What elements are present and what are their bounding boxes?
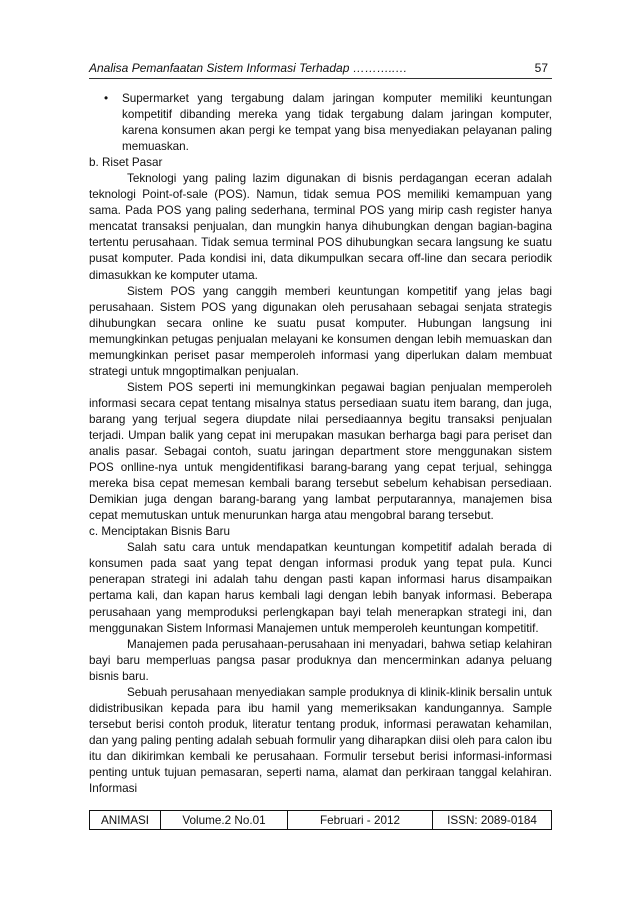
bullet-text: Supermarket yang tergabung dalam jaringan komputer memiliki keuntungan kompetitif dibanding mereka yang tidak tergabung dalam jaringan komputer, karena konsumen akan pergi ke tempat yang bisa menyediakan pelayanan paling memuaskan.: [122, 92, 552, 154]
paragraph: Sebuah perusahaan menyediakan sample produknya di klinik-klinik bersalin untuk didistribusikan kepada para ibu hamil yang memeriksakan kandungannya. Sample tersebut berisi contoh produk, literatur tentang produk, informasi perawatan kehamilan, dan yang paling penting adalah sebuah formulir yang diharapkan diisi oleh para calon ibu itu dan dikirimkan kembali ke perusahaan. Formulir tersebut berisi informasi-informasi penting untuk tujuan pemasaran, seperti nama, alamat dan perkiraan tanggal kelahiran. Informasi: [89, 685, 552, 796]
journal-footer: [89, 810, 552, 830]
article-body: [89, 91, 552, 797]
paragraph: Sistem POS seperti ini memungkinkan pegawai bagian penjualan memperoleh informasi secara cepat tentang misalnya status persediaan suatu item barang, dan juga, barang yang terjual segera diupdate nilai persediaannya begitu transaksi penjualan terjadi. Umpan balik yang cepat ini merupakan masukan berharga bagi para periset dan analis pasar. Sebagai contoh, suatu jaringan department store menggunakan sistem POS onlline-nya untuk mengidentifikasi barang-barang yang cepat terjual, sehingga mereka bisa cepat memesan kembali barang tersebut sebelum kehabisan persediaan. Demikian juga dengan barang-barang yang lambat perputarannya, manajemen bisa cepat memutuskan untuk menurunkan harga atau mengobral barang tersebut.: [89, 380, 552, 523]
bullet-item: [104, 91, 552, 155]
paragraph: Salah satu cara untuk mendapatkan keuntungan kompetitif adalah berada di konsumen pada saat yang tepat dengan informasi produk yang tepat pula. Kunci penerapan strategi ini adalah tahu dengan pasti kapan informasi harus disampaikan pertama kali, dan kapan harus kembali lagi dengan lebih banyak informasi. Beberapa perusahaan yang memproduksi perlengkapan bayi telah menerapkan strategi ini, dan menggunakan Sistem Informasi Manajemen untuk memperoleh keuntungan kompetitif.: [89, 541, 552, 635]
bullet-marker: •: [104, 92, 109, 105]
footer-issn: ISSN: 2089-0184: [447, 813, 537, 827]
footer-volume: Volume.2 No.01: [161, 811, 288, 829]
section-heading-bisnis-baru: c. Menciptakan Bisnis Baru: [89, 525, 230, 539]
paragraph: Manajemen pada perusahaan-perusahaan ini menyadari, bahwa setiap kelahiran bayi baru memperluas pangsa pasar produknya dan mencerminkan adanya peluang bisnis baru.: [89, 637, 552, 683]
paragraph: Sistem POS yang canggih memberi keuntungan kompetitif yang jelas bagi perusahaan. Sistem POS yang digunakan oleh perusahaan sebagai senjata strategis dihubungkan secara online ke suatu pusat komputer. Hubungan langsung ini memungkinkan petugas penjualan melayani ke konsumen dengan lebih memuaskan dan memungkinkan periset pasar memperoleh informasi yang diperlukan dalam membuat strategi untuk mngoptimalkan penjualan.: [89, 284, 552, 378]
page-number: 57: [534, 61, 548, 75]
paragraph: Teknologi yang paling lazim digunakan di bisnis perdagangan eceran adalah teknologi Point-of-sale (POS). Namun, tidak semua POS memiliki kemampuan yang sama. Pada POS yang paling sederhana, terminal POS yang mirip cash register hanya mencatat transaksi penjualan, dan mungkin hanya dihubungkan dengan bagian-bagina tertentu perusahaan. Tidak semua terminal POS dihubungkan secara langsung ke suatu pusat komputer. Pada kondisi ini, data dikumpulkan secara off-line dan secara periodik dimasukkan ke komputer utama.: [89, 172, 552, 282]
running-header: [89, 58, 552, 79]
header-title: Analisa Pemanfaatan Sistem Informasi Terhadap ………..…: [89, 61, 408, 75]
footer-journal-name: ANIMASI: [90, 811, 161, 829]
section-heading-riset-pasar: b. Riset Pasar: [89, 156, 163, 170]
footer-date: Februari - 2012: [288, 811, 433, 829]
